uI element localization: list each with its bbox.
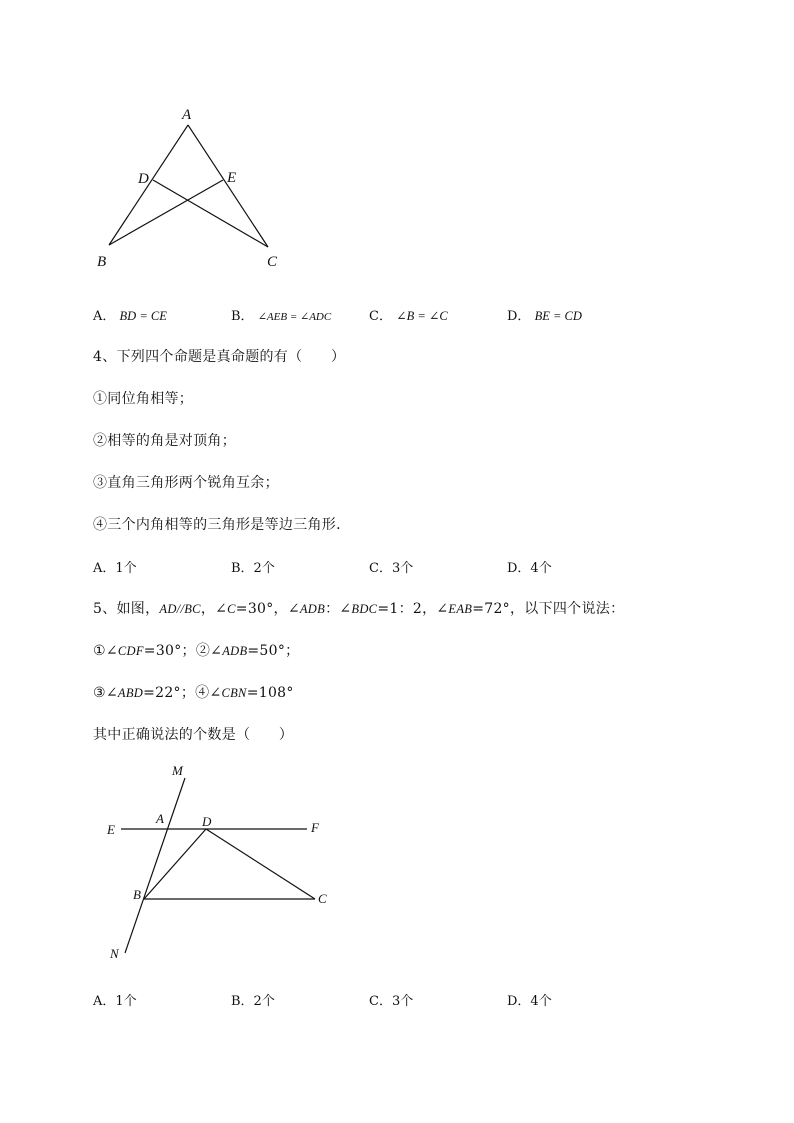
q3-option-c[interactable]: C． ∠B = ∠C (369, 309, 448, 324)
label-b: B (97, 254, 107, 270)
q3-option-a[interactable]: A． BD = CE (93, 309, 167, 324)
figure-triangle-abc (90, 100, 300, 275)
q5-question: 其中正确说法的个数是（ ） (93, 727, 294, 743)
q4-option-d[interactable]: D．4个 (507, 561, 552, 576)
label-e: E (227, 170, 237, 186)
label-m: M (172, 763, 183, 778)
q5-statements-3-4: ③∠ABD=22°；④∠CBN=108° (93, 685, 294, 701)
q4-option-a[interactable]: A．1个 (93, 561, 137, 576)
q4-option-b[interactable]: B．2个 (231, 561, 275, 576)
q5-statements-1-2: ①∠CDF=30°；②∠ADB=50°； (93, 643, 300, 659)
label-c: C (267, 254, 278, 270)
q4-item-1: ①同位角相等； (93, 391, 194, 407)
q4-item-4: ④三个内角相等的三角形是等边三角形． (93, 517, 351, 533)
q3-option-d[interactable]: D． BE = CD (507, 309, 582, 324)
q5-option-b[interactable]: B．2个 (231, 994, 275, 1009)
q4-stem: 4、下列四个命题是真命题的有（ ） (93, 349, 346, 365)
q3-option-b[interactable]: B． ∠AEB = ∠ADC (231, 309, 332, 324)
q5-option-d[interactable]: D．4个 (507, 994, 552, 1009)
label-d: D (202, 814, 212, 829)
segment-dc (153, 180, 268, 247)
label-d: D (138, 171, 149, 187)
label-f: F (311, 820, 319, 835)
q5-stem: 5、如图，AD//BC，∠C=30°，∠ADB：∠BDC=1：2，∠EAB=72°，以下四个说法： (93, 601, 625, 617)
q4-option-c[interactable]: C．3个 (369, 561, 414, 576)
label-a: A (182, 107, 192, 123)
figure-parallel-lines (100, 760, 340, 965)
segment-ac (188, 125, 268, 247)
q4-item-2: ②相等的角是对顶角； (93, 433, 236, 449)
q4-item-3: ③直角三角形两个锐角互余； (93, 475, 279, 491)
segment-be (109, 180, 223, 245)
label-c: C (318, 891, 327, 906)
q5-option-a[interactable]: A．1个 (93, 994, 137, 1009)
label-e: E (107, 822, 115, 837)
label-n: N (110, 946, 119, 961)
q5-option-c[interactable]: C．3个 (369, 994, 414, 1009)
segment-dc (206, 829, 315, 899)
transversal-mn (125, 778, 185, 953)
label-b: B (133, 887, 141, 902)
label-a: A (156, 811, 164, 826)
segment-bd (144, 829, 206, 899)
